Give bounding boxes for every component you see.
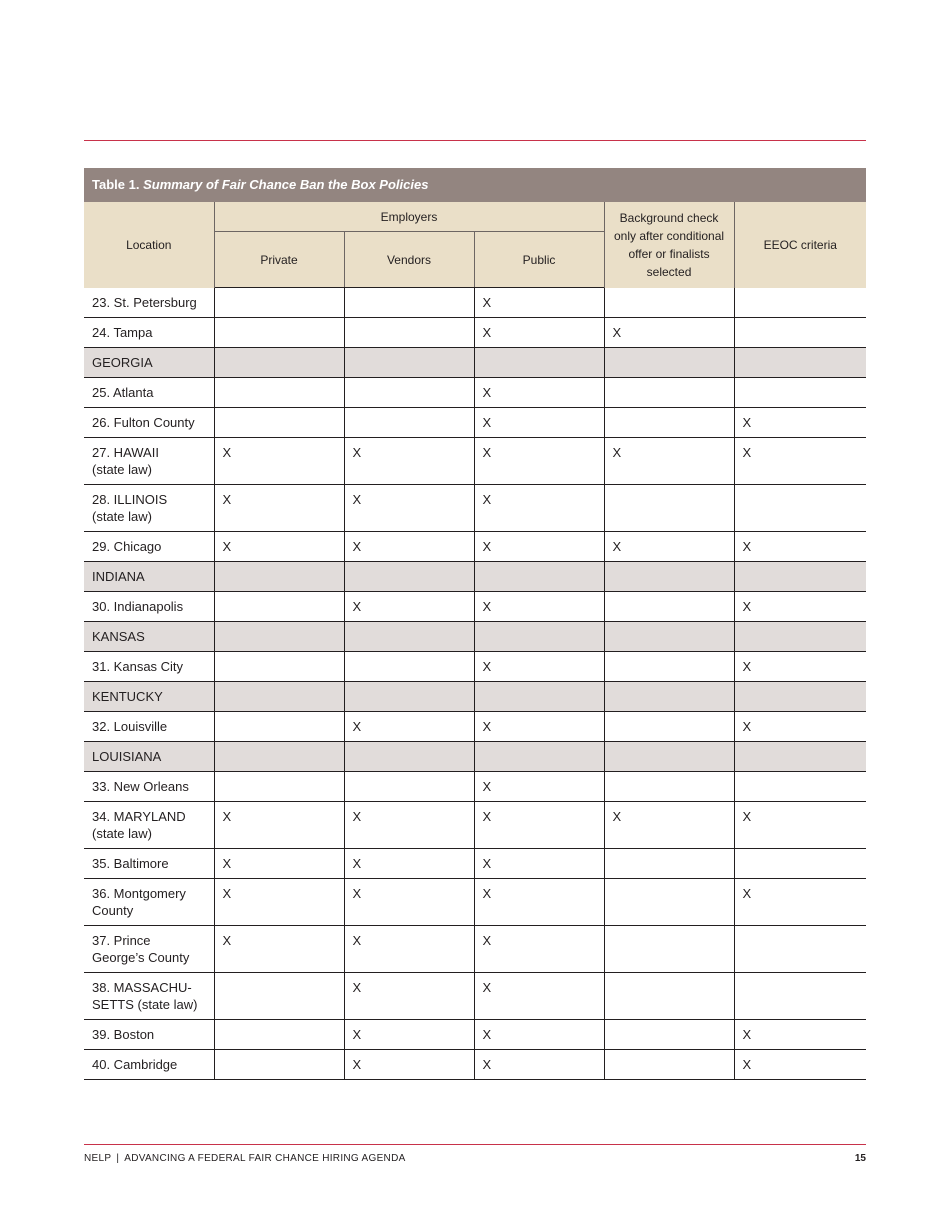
header-background-check: Background check only after conditional offer or finalists selected: [604, 202, 734, 288]
bottom-divider: [84, 1144, 866, 1145]
cell-vendors: X: [344, 712, 474, 742]
cell-private: [214, 772, 344, 802]
cell-private: [214, 348, 344, 378]
cell-background-check: X: [604, 802, 734, 849]
cell-background-check: [604, 712, 734, 742]
cell-vendors: X: [344, 532, 474, 562]
cell-private: [214, 1020, 344, 1050]
cell-location: 24. Tampa: [84, 318, 214, 348]
table-row: [84, 438, 866, 485]
cell-location: GEORGIA: [84, 348, 214, 378]
table-row: [84, 408, 866, 438]
cell-private: [214, 288, 344, 318]
cell-private: X: [214, 926, 344, 973]
cell-vendors: [344, 348, 474, 378]
cell-eeoc-criteria: [734, 485, 866, 532]
cell-public: [474, 348, 604, 378]
cell-location: 30. Indianapolis: [84, 592, 214, 622]
cell-private: [214, 378, 344, 408]
cell-background-check: [604, 378, 734, 408]
cell-eeoc-criteria: [734, 742, 866, 772]
cell-location: 34. MARYLAND (state law): [84, 802, 214, 849]
cell-background-check: [604, 652, 734, 682]
cell-background-check: [604, 772, 734, 802]
cell-private: X: [214, 879, 344, 926]
table-row: [84, 288, 866, 318]
cell-public: X: [474, 1050, 604, 1080]
cell-vendors: X: [344, 879, 474, 926]
cell-location: 40. Cambridge: [84, 1050, 214, 1080]
table-row: [84, 485, 866, 532]
cell-location: 28. ILLINOIS (state law): [84, 485, 214, 532]
cell-public: X: [474, 772, 604, 802]
cell-eeoc-criteria: X: [734, 408, 866, 438]
cell-vendors: [344, 288, 474, 318]
cell-eeoc-criteria: [734, 682, 866, 712]
cell-public: [474, 682, 604, 712]
cell-location: 27. HAWAII (state law): [84, 438, 214, 485]
cell-public: X: [474, 592, 604, 622]
cell-background-check: [604, 288, 734, 318]
cell-private: [214, 712, 344, 742]
cell-private: [214, 973, 344, 1020]
cell-private: X: [214, 532, 344, 562]
cell-eeoc-criteria: [734, 772, 866, 802]
cell-background-check: X: [604, 438, 734, 485]
cell-eeoc-criteria: [734, 562, 866, 592]
cell-vendors: X: [344, 1050, 474, 1080]
footer-org: NELP: [84, 1153, 112, 1164]
cell-location: INDIANA: [84, 562, 214, 592]
cell-location: 35. Baltimore: [84, 849, 214, 879]
cell-private: X: [214, 849, 344, 879]
table-title: Summary of Fair Chance Ban the Box Policies: [143, 177, 429, 192]
cell-public: X: [474, 879, 604, 926]
cell-location: KENTUCKY: [84, 682, 214, 712]
table-row: [84, 772, 866, 802]
cell-private: [214, 562, 344, 592]
cell-private: [214, 622, 344, 652]
table-row: [84, 592, 866, 622]
header-public: Public: [474, 232, 604, 288]
cell-public: [474, 622, 604, 652]
cell-public: X: [474, 1020, 604, 1050]
cell-public: X: [474, 973, 604, 1020]
cell-public: X: [474, 438, 604, 485]
cell-private: [214, 742, 344, 772]
cell-vendors: [344, 652, 474, 682]
table-row: [84, 802, 866, 849]
cell-private: [214, 408, 344, 438]
footer-separator: |: [116, 1153, 120, 1164]
table-row: [84, 318, 866, 348]
table-row: [84, 1050, 866, 1080]
cell-private: [214, 318, 344, 348]
cell-location: 29. Chicago: [84, 532, 214, 562]
cell-eeoc-criteria: X: [734, 652, 866, 682]
cell-vendors: X: [344, 802, 474, 849]
table-row: [84, 652, 866, 682]
cell-public: X: [474, 849, 604, 879]
top-divider: [84, 140, 866, 141]
table-row: [84, 849, 866, 879]
table-title-bar: [84, 168, 866, 202]
cell-eeoc-criteria: X: [734, 592, 866, 622]
cell-eeoc-criteria: [734, 926, 866, 973]
table-row: [84, 682, 866, 712]
cell-location: 39. Boston: [84, 1020, 214, 1050]
table-row: [84, 879, 866, 926]
cell-private: [214, 592, 344, 622]
cell-background-check: [604, 348, 734, 378]
table-row: [84, 742, 866, 772]
cell-location: 32. Louisville: [84, 712, 214, 742]
cell-eeoc-criteria: X: [734, 1050, 866, 1080]
cell-background-check: [604, 926, 734, 973]
cell-public: [474, 742, 604, 772]
table-label: Table 1.: [92, 177, 140, 192]
cell-public: X: [474, 408, 604, 438]
cell-eeoc-criteria: X: [734, 1020, 866, 1050]
cell-public: X: [474, 318, 604, 348]
cell-vendors: [344, 742, 474, 772]
cell-location: 31. Kansas City: [84, 652, 214, 682]
cell-public: X: [474, 652, 604, 682]
cell-location: LOUISIANA: [84, 742, 214, 772]
cell-private: [214, 1050, 344, 1080]
cell-vendors: [344, 378, 474, 408]
cell-vendors: [344, 318, 474, 348]
cell-vendors: X: [344, 1020, 474, 1050]
cell-background-check: [604, 1050, 734, 1080]
cell-eeoc-criteria: [734, 849, 866, 879]
cell-eeoc-criteria: [734, 973, 866, 1020]
cell-public: X: [474, 378, 604, 408]
cell-public: X: [474, 485, 604, 532]
page-number: 15: [854, 1153, 866, 1164]
table-row: [84, 348, 866, 378]
cell-location: 36. Montgomery County: [84, 879, 214, 926]
header-vendors: Vendors: [344, 232, 474, 288]
cell-background-check: [604, 592, 734, 622]
cell-public: X: [474, 712, 604, 742]
cell-vendors: [344, 562, 474, 592]
cell-vendors: X: [344, 849, 474, 879]
cell-private: [214, 652, 344, 682]
table-row: [84, 973, 866, 1020]
header-employers: Employers: [214, 202, 604, 232]
cell-eeoc-criteria: X: [734, 532, 866, 562]
cell-private: X: [214, 438, 344, 485]
cell-public: X: [474, 288, 604, 318]
cell-eeoc-criteria: [734, 288, 866, 318]
cell-eeoc-criteria: [734, 318, 866, 348]
cell-location: 33. New Orleans: [84, 772, 214, 802]
cell-background-check: X: [604, 532, 734, 562]
cell-vendors: [344, 622, 474, 652]
cell-background-check: [604, 742, 734, 772]
table-row: [84, 622, 866, 652]
cell-vendors: [344, 408, 474, 438]
cell-background-check: [604, 849, 734, 879]
cell-vendors: X: [344, 438, 474, 485]
cell-location: 37. Prince George’s County: [84, 926, 214, 973]
cell-vendors: [344, 772, 474, 802]
cell-background-check: [604, 485, 734, 532]
cell-background-check: X: [604, 318, 734, 348]
cell-vendors: X: [344, 973, 474, 1020]
header-private: Private: [214, 232, 344, 288]
policy-table: [84, 202, 866, 1080]
table-row: [84, 712, 866, 742]
cell-location: 38. MASSACHU- SETTS (state law): [84, 973, 214, 1020]
cell-vendors: X: [344, 926, 474, 973]
cell-public: X: [474, 926, 604, 973]
table-row: [84, 926, 866, 973]
cell-private: [214, 682, 344, 712]
cell-location: 25. Atlanta: [84, 378, 214, 408]
table-body: [84, 288, 866, 1080]
cell-vendors: [344, 682, 474, 712]
cell-eeoc-criteria: X: [734, 802, 866, 849]
cell-background-check: [604, 622, 734, 652]
table-row: [84, 562, 866, 592]
cell-public: X: [474, 802, 604, 849]
cell-eeoc-criteria: [734, 348, 866, 378]
cell-background-check: [604, 879, 734, 926]
cell-eeoc-criteria: [734, 622, 866, 652]
cell-vendors: X: [344, 592, 474, 622]
table-row: [84, 378, 866, 408]
cell-public: [474, 562, 604, 592]
cell-eeoc-criteria: X: [734, 438, 866, 485]
table-row: [84, 532, 866, 562]
cell-background-check: [604, 1020, 734, 1050]
cell-private: X: [214, 802, 344, 849]
cell-public: X: [474, 532, 604, 562]
cell-location: KANSAS: [84, 622, 214, 652]
cell-location: 26. Fulton County: [84, 408, 214, 438]
cell-background-check: [604, 408, 734, 438]
cell-location: 23. St. Petersburg: [84, 288, 214, 318]
header-eeoc-criteria: EEOC criteria: [734, 202, 866, 288]
cell-background-check: [604, 682, 734, 712]
cell-eeoc-criteria: X: [734, 712, 866, 742]
footer-running-title: [84, 1153, 406, 1164]
cell-vendors: X: [344, 485, 474, 532]
cell-eeoc-criteria: [734, 378, 866, 408]
cell-background-check: [604, 562, 734, 592]
cell-background-check: [604, 973, 734, 1020]
cell-private: X: [214, 485, 344, 532]
cell-eeoc-criteria: X: [734, 879, 866, 926]
footer-title: ADVANCING A FEDERAL FAIR CHANCE HIRING AGENDA: [124, 1153, 406, 1164]
header-location: Location: [84, 202, 214, 288]
table-row: [84, 1020, 866, 1050]
